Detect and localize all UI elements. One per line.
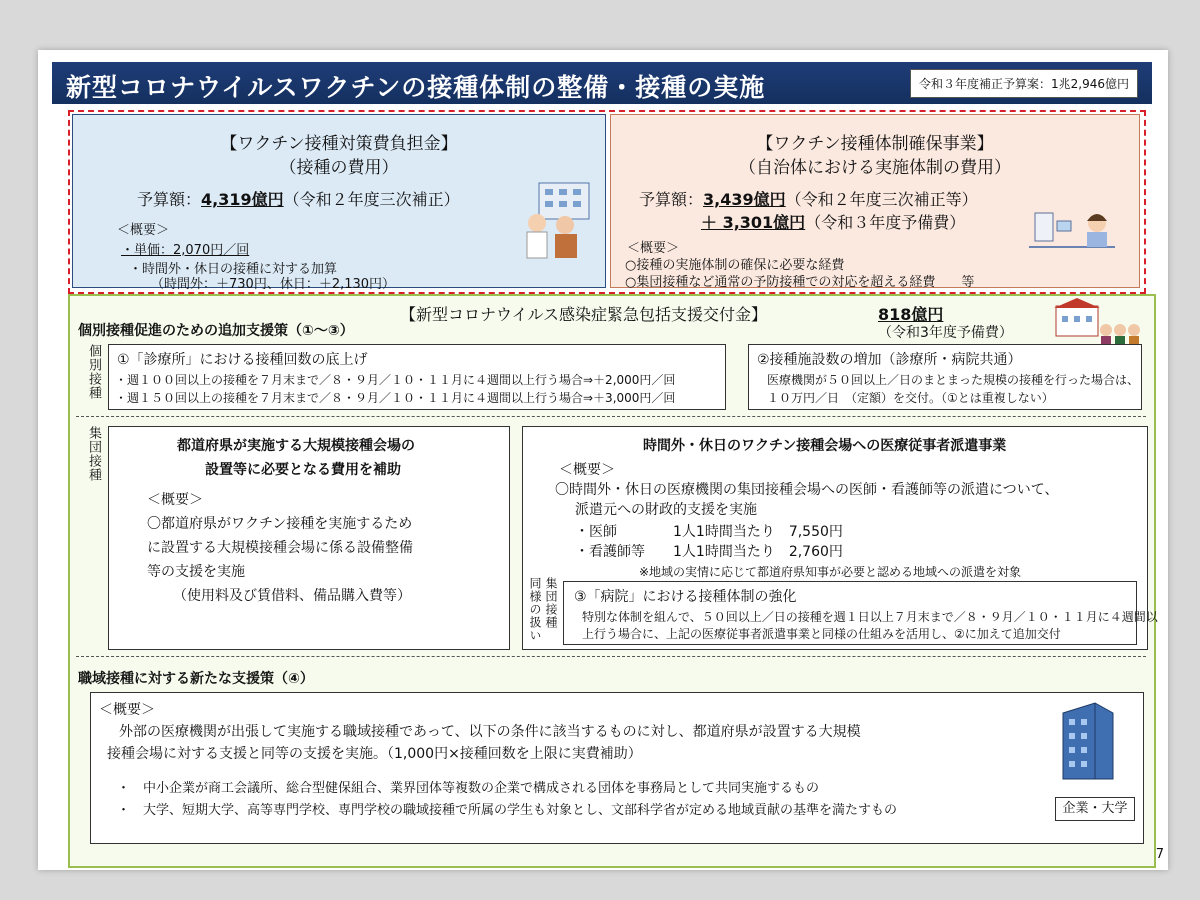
hospital-box bbox=[563, 581, 1158, 645]
surcharge-detail: （時間外：＋730円、休日：＋2,130円） bbox=[151, 277, 396, 292]
panel-subheading: （接種の費用） bbox=[279, 158, 399, 178]
same-treatment-label-a: 集団接種 bbox=[544, 577, 558, 629]
box3-title: ③「病院」における接種体制の強化 bbox=[574, 589, 797, 605]
section-title-individual: 個別接種促進のための追加支援策（①～③） bbox=[78, 323, 354, 339]
budget-add-note: （令和３年度予備費） bbox=[805, 213, 966, 232]
right-line-1: 〇時間外・休日の医療機関の集団接種会場への医師・看護師等の派遣について、 bbox=[555, 482, 1059, 498]
budget-label: 予算額： bbox=[137, 190, 202, 209]
building-icon bbox=[1055, 699, 1119, 783]
large-venue-box bbox=[108, 426, 510, 650]
grant-note: （令和3年度予備費） bbox=[878, 325, 1013, 341]
grant-heading: 【新型コロナウイルス感染症緊急包括支援交付金】 bbox=[400, 305, 768, 324]
right-overview: ＜概要＞ bbox=[559, 462, 615, 478]
workplace-overview: ＜概要＞ bbox=[99, 702, 155, 718]
left-line-3: 等の支援を実施 bbox=[147, 564, 245, 580]
box1-title: ①「診療所」における接種回数の底上げ bbox=[117, 352, 368, 368]
same-treatment-label-b: 同様の扱い bbox=[528, 577, 542, 642]
budget-add-amount: ＋ 3,301億円 bbox=[701, 213, 806, 232]
system-securing-panel bbox=[610, 114, 1140, 288]
panel-heading: 【ワクチン接種体制確保事業】 bbox=[756, 134, 994, 154]
workplace-bullet-1: ・ 中小企業が商工会議所、総合型健保組合、業界団体等複数の企業で構成される団体を事務局として共同実施するもの bbox=[117, 781, 820, 796]
box1-line-2: ・週１５０回以上の接種を７月末まで／８・９月／１０・１１月に４週間以上行う場合⇒＋3,000円／回 bbox=[115, 391, 676, 405]
budget-label: 予算額： bbox=[639, 190, 704, 209]
overview-label: ＜概要＞ bbox=[627, 241, 680, 256]
enterprise-university-tag: 企業・大学 bbox=[1055, 797, 1135, 821]
left-line-2: に設置する大規模接種会場に係る設備整備 bbox=[147, 540, 413, 556]
box2-title: ②接種施設数の増加（診療所・病院共通） bbox=[757, 352, 1022, 368]
nurse-rate: 1人1時間当たり 2,760円 bbox=[673, 544, 843, 560]
workplace-bullet-2: ・ 大学、短期大学、高等専門学校、専門学校の職域接種で所属の学生も対象とし、文部科学省が定める地域貢献の基準を満たすもの bbox=[117, 803, 898, 818]
budget-amount: 4,319億円 bbox=[201, 190, 284, 209]
title-bar bbox=[52, 62, 1152, 104]
nurse-label: ・看護師等 bbox=[575, 544, 645, 560]
dispatch-box bbox=[522, 426, 1158, 650]
vaccine-cost-panel bbox=[72, 114, 606, 292]
budget-note: （令和２年度三次補正） bbox=[283, 190, 460, 209]
vaccination-illustration-icon bbox=[521, 179, 599, 261]
left-title-2: 設置等に必要となる費用を補助 bbox=[205, 462, 401, 478]
right-note: ※地域の実情に応じて都道府県知事が必要と認める地域への派遣を対象 bbox=[639, 565, 1022, 579]
workplace-line-1: 外部の医療機関が出張して実施する職域接種であって、以下の条件に該当するものに対し、都道府県が設置する大規模 bbox=[119, 724, 861, 740]
right-line-2: 派遣元への財政的支援を実施 bbox=[575, 502, 757, 518]
divider bbox=[76, 416, 1146, 417]
doctor-label: ・医師 bbox=[575, 524, 617, 540]
group-side-label: 集団接種 bbox=[86, 426, 101, 482]
budget-note: （令和２年度三次補正等） bbox=[785, 190, 978, 209]
divider bbox=[76, 656, 1146, 657]
clinic-box bbox=[108, 344, 726, 410]
box3-line-2: 上行う場合に、上記の医療従事者派遣事業と同様の仕組みを活用し、②に加えて追加交付 bbox=[582, 627, 1061, 641]
page-number: 7 bbox=[1155, 847, 1164, 862]
individual-side-label: 個別接種 bbox=[86, 344, 101, 400]
panel-heading: 【ワクチン接種対策費負担金】 bbox=[220, 134, 458, 154]
section-title-workplace: 職域接種に対する新たな支援策（④） bbox=[78, 671, 314, 687]
office-worker-icon bbox=[1029, 207, 1119, 263]
box3-line-1: 特別な体制を組んで、５０回以上／日の接種を週１日以上７月末まで／８・９月／１０・１１月に４週間以 bbox=[582, 610, 1158, 624]
page-title: 新型コロナウイルスワクチンの接種体制の整備・接種の実施 bbox=[66, 73, 766, 102]
surcharge: ・時間外・休日の接種に対する加算 bbox=[129, 262, 338, 277]
overview-label: ＜概要＞ bbox=[117, 223, 170, 238]
budget-note: 令和３年度補正予算案：1兆2,946億円 bbox=[910, 69, 1138, 98]
left-line-1: 〇都道府県がワクチン接種を実施するため bbox=[147, 516, 413, 532]
left-title-1: 都道府県が実施する大規模接種会場の bbox=[177, 438, 415, 454]
overview-item-1: ○接種の実施体制の確保に必要な経費 bbox=[625, 258, 845, 273]
box2-line-2: １０万円／日 （定額）を交付。（①とは重複しない） bbox=[767, 391, 1054, 405]
facility-box bbox=[748, 344, 1142, 410]
workplace-line-2: 接種会場に対する支援と同等の支援を実施。（1,000円×接種回数を上限に実費補助） bbox=[107, 746, 642, 762]
right-title: 時間外・休日のワクチン接種会場への医療従事者派遣事業 bbox=[643, 438, 1007, 454]
unit-price: ・単価：2,070円／回 bbox=[121, 243, 250, 258]
left-overview: ＜概要＞ bbox=[147, 492, 203, 508]
box1-line-1: ・週１００回以上の接種を７月末まで／８・９月／１０・１１月に４週間以上行う場合⇒＋2,000円／回 bbox=[115, 373, 676, 387]
slide-page bbox=[38, 50, 1168, 870]
doctor-rate: 1人1時間当たり 7,550円 bbox=[673, 524, 843, 540]
workplace-box bbox=[90, 692, 1144, 844]
grant-amount: 818億円 bbox=[878, 305, 944, 324]
overview-item-2: ○集団接種など通常の予防接種での対応を超える経費 等 bbox=[625, 275, 975, 290]
left-line-4: （使用料及び賃借料、備品購入費等） bbox=[173, 588, 411, 604]
box2-line-1: 医療機関が５０回以上／日のまとまった規模の接種を行った場合は、 bbox=[767, 373, 1140, 387]
panel-subheading: （自治体における実施体制の費用） bbox=[739, 158, 1011, 178]
budget-amount: 3,439億円 bbox=[703, 190, 786, 209]
grant-section bbox=[68, 294, 1156, 868]
